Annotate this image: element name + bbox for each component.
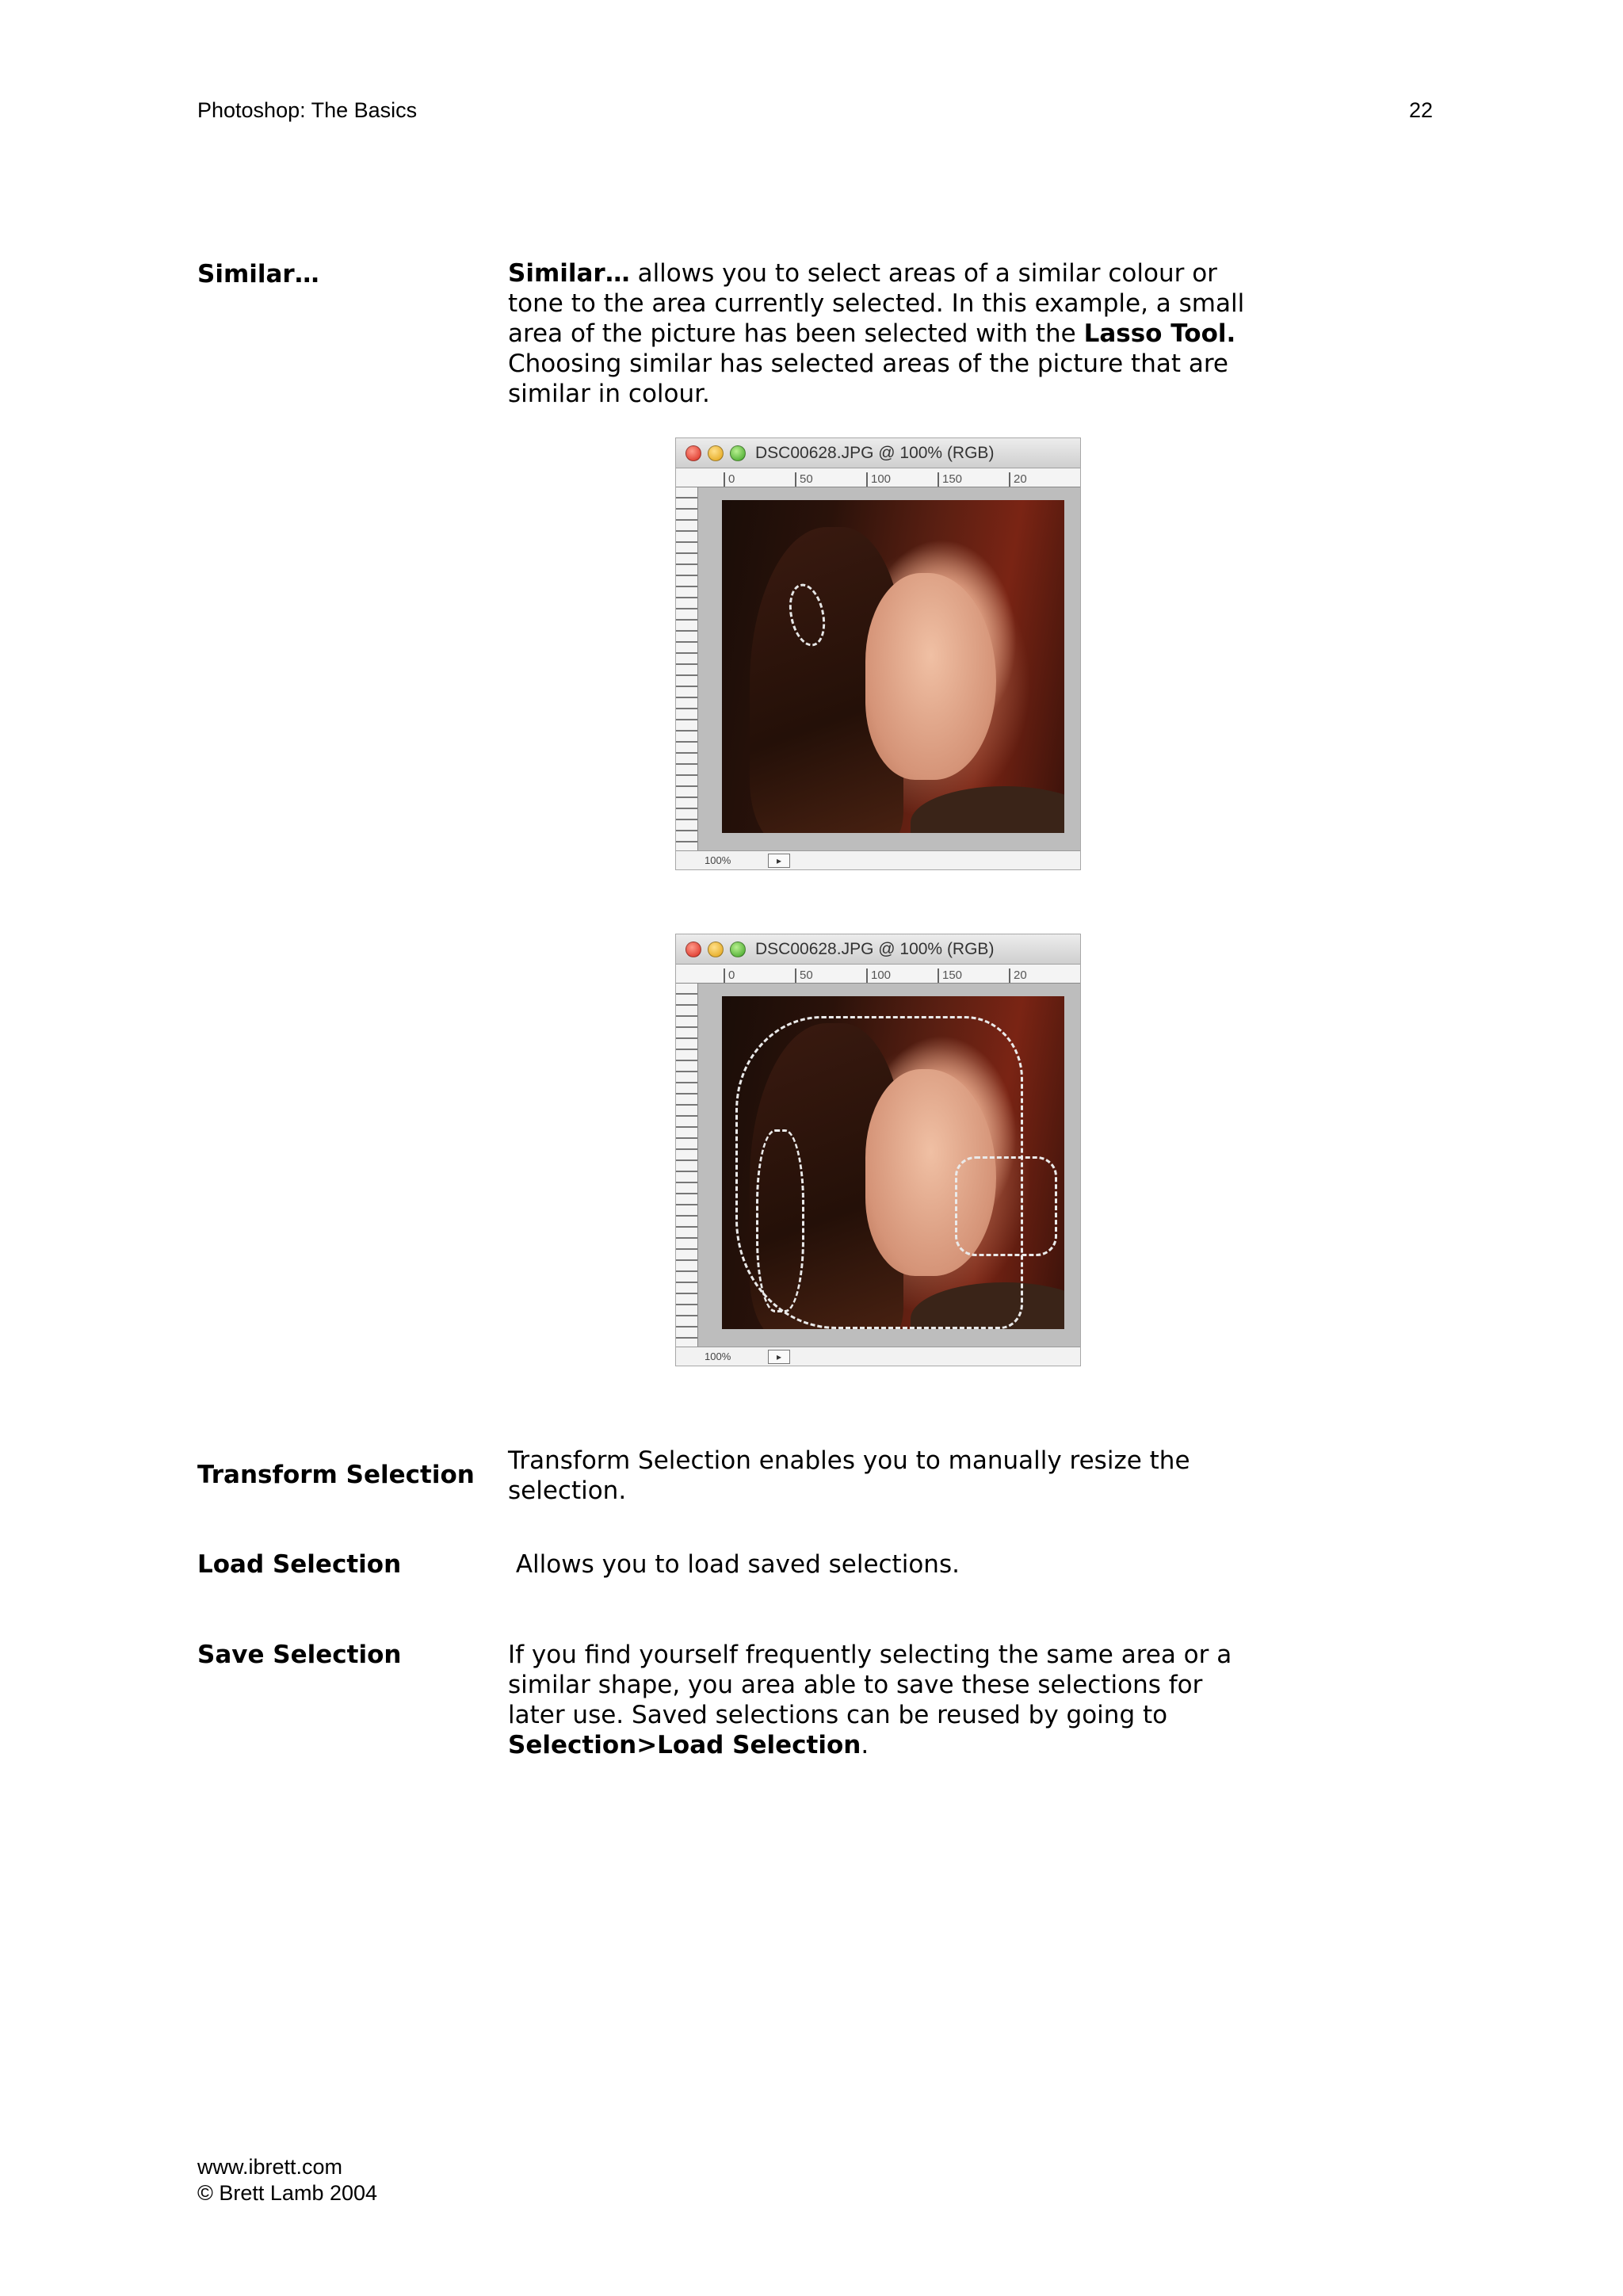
body-text: Choosing similar has selected areas of the picture that are similar in colour. (508, 350, 1228, 408)
ruler-label: 150 (938, 968, 1009, 983)
term-load-selection: Load Selection (197, 1550, 402, 1579)
description-transform-selection (508, 1446, 1253, 1506)
ruler-label: 20 (1009, 472, 1080, 487)
document-info-icon: ▸ (768, 1350, 790, 1364)
description-save-selection (508, 1640, 1253, 1760)
portrait-photo (722, 996, 1064, 1329)
minimize-window-icon (708, 445, 724, 461)
page-footer (197, 2154, 377, 2206)
zoom-level: 100% (705, 854, 731, 866)
term-similar: Similar… (197, 260, 319, 288)
description-similar (508, 258, 1253, 409)
photo-face (865, 573, 995, 779)
ruler-label: 50 (795, 472, 866, 487)
page-number: 22 (1409, 98, 1434, 122)
photo-shoulder (911, 786, 1064, 833)
body-text: Transform Selection enables you to manually resize the selection. (508, 1446, 1190, 1505)
description-load-selection (508, 1549, 1253, 1580)
ruler-label: 50 (795, 968, 866, 983)
emphasis-text: Selection>Load Selection (508, 1731, 861, 1759)
portrait-photo (722, 500, 1064, 833)
zoom-window-icon (730, 942, 746, 957)
document-info-icon: ▸ (768, 854, 790, 868)
ruler-label: 100 (866, 968, 938, 983)
emphasis-text: Similar… (508, 259, 630, 288)
window-titlebar (676, 438, 1080, 468)
document-title: Photoshop: The Basics (197, 98, 418, 122)
photoshop-window-lasso (675, 437, 1081, 870)
term-save-selection: Save Selection (197, 1641, 402, 1669)
document-canvas (698, 984, 1080, 1347)
footer-website: www.ibrett.com (197, 2155, 343, 2179)
horizontal-ruler (676, 965, 1080, 984)
body-text: allows you to select areas of a similar colour or tone to the area currently selected. In this example, a small area of the picture has been selected with the (508, 259, 1245, 348)
zoom-level: 100% (705, 1350, 731, 1362)
window-status-bar (676, 850, 1080, 869)
ruler-label: 20 (1009, 968, 1080, 983)
emphasis-text: Lasso Tool. (1083, 319, 1236, 348)
footer-copyright: © Brett Lamb 2004 (197, 2181, 378, 2205)
horizontal-ruler (676, 468, 1080, 487)
ruler-label: 150 (938, 472, 1009, 487)
vertical-ruler (676, 487, 698, 850)
document-canvas (698, 487, 1080, 850)
body-text: . (861, 1731, 869, 1759)
window-title: DSC00628.JPG @ 100% (RGB) (755, 443, 995, 462)
ruler-label: 0 (724, 968, 795, 983)
window-title: DSC00628.JPG @ 100% (RGB) (755, 939, 995, 958)
body-text: Allows you to load saved selections. (508, 1550, 960, 1579)
close-window-icon (685, 445, 701, 461)
body-text: If you find yourself frequently selecting the same area or a similar shape, you area able to save these selections for later use. Saved selections can be reused by going to (508, 1641, 1232, 1729)
vertical-ruler (676, 984, 698, 1347)
close-window-icon (685, 942, 701, 957)
zoom-window-icon (730, 445, 746, 461)
minimize-window-icon (708, 942, 724, 957)
window-titlebar (676, 934, 1080, 965)
photoshop-window-similar (675, 934, 1081, 1366)
ruler-label: 100 (866, 472, 938, 487)
similar-selection-outline (955, 1156, 1058, 1256)
similar-selection-outline (756, 1129, 804, 1312)
term-transform-selection: Transform Selection (197, 1461, 475, 1489)
window-status-bar (676, 1347, 1080, 1366)
ruler-label: 0 (724, 472, 795, 487)
